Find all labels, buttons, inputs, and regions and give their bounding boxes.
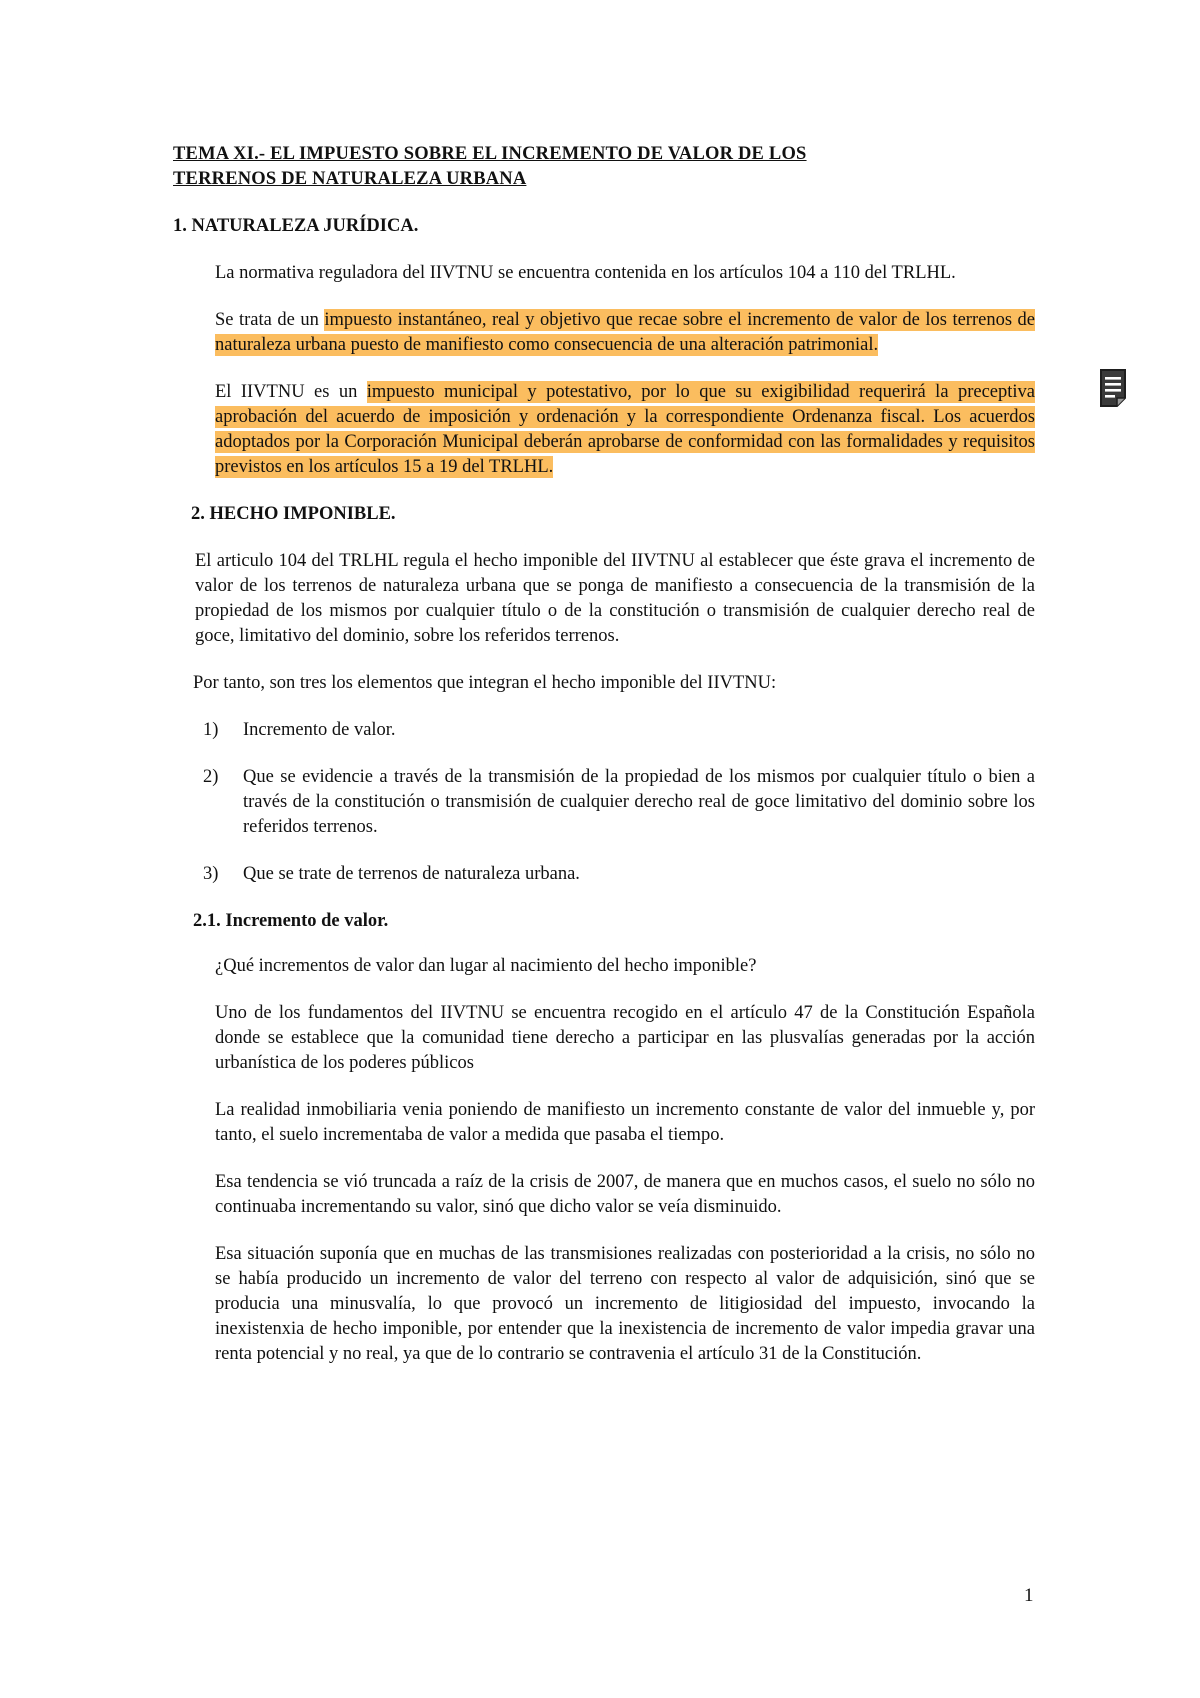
- paragraph-3-prefix: El IIVTNU es un: [215, 382, 367, 402]
- list-item-text: Que se trate de terrenos de naturaleza urbana.: [243, 864, 580, 884]
- document-icon[interactable]: [1098, 368, 1128, 408]
- section-1-heading: 1. NATURALEZA JURÍDICA.: [173, 216, 419, 236]
- document-title: [173, 142, 1035, 192]
- section-2-paragraph-1: El articulo 104 del TRLHL regula el hecho imponible del IIVTNU al establecer que éste grava el incremento de valor de los terrenos de naturaleza urbana que se ponga de manifiesto a consecuencia de la transmisión de la propiedad de los mismos por cualquier título o de la constitución o transmisión de cualquier derecho real de goce, limitativo del dominio, sobre los referidos terrenos.: [195, 551, 1035, 646]
- list-item-number: 2): [203, 767, 219, 787]
- section-2-1-question: ¿Qué incrementos de valor dan lugar al nacimiento del hecho imponible?: [215, 956, 757, 976]
- section-1-paragraph-2: [215, 308, 1035, 358]
- section-1-paragraph-3: [215, 380, 1035, 480]
- list-item: [203, 765, 1035, 840]
- highlighted-text: impuesto instantáneo, real y objetivo que recae sobre el incremento de valor de los terrenos de naturaleza urbana puesto de manifiesto como consecuencia de una alteración patrimonial.: [215, 310, 1035, 355]
- section-2-1-paragraph-2: La realidad inmobiliaria venia poniendo de manifiesto un incremento constante de valor del inmueble y, por tanto, el suelo incrementaba de valor a medida que pasaba el tiempo.: [215, 1100, 1035, 1145]
- list-item-number: 3): [203, 864, 219, 884]
- section-2-1-paragraph-4: Esa situación suponía que en muchas de las transmisiones realizadas con posterioridad a la crisis, no sólo no se había producido un incremento de valor del terreno con respecto al valor de adquisición, sinó que se producia una minusvalía, lo que provocó un incremento de litigiosidad del impuesto, invocando la inexistenxia de hecho imponible, por entender que la inexistencia de incremento de valor impedia gravar una renta potencial y no real, ya que de lo contrario se contravenia el artículo 31 de la Constitución.: [215, 1244, 1035, 1364]
- title-line-1: TEMA XI.- EL IMPUESTO SOBRE EL INCREMENTO DE VALOR DE LOS: [173, 144, 807, 164]
- document-body: [173, 142, 1035, 1389]
- section-1-paragraph-1: La normativa reguladora del IIVTNU se encuentra contenida en los artículos 104 a 110 del TRLHL.: [215, 263, 956, 283]
- document-icon-graphic: [1098, 368, 1128, 408]
- list-item-number: 1): [203, 720, 219, 740]
- paragraph-2-prefix: Se trata de un: [215, 310, 325, 330]
- list-item-text: Incremento de valor.: [243, 720, 396, 740]
- title-line-2: TERRENOS DE NATURALEZA URBANA: [173, 169, 527, 189]
- section-2-1-paragraph-1: Uno de los fundamentos del IIVTNU se encuentra recogido en el artículo 47 de la Constitución Española donde se establece que la comunidad tiene derecho a participar en las plusvalías generadas por la acción urbanística de los poderes públicos: [215, 1003, 1035, 1073]
- section-2-heading: 2. HECHO IMPONIBLE.: [191, 504, 396, 524]
- elements-list: [203, 718, 1035, 887]
- section-2-1-paragraph-3: Esa tendencia se vió truncada a raíz de la crisis de 2007, de manera que en muchos casos, el suelo no sólo no continuaba incrementando su valor, sinó que dicho valor se veía disminuido.: [215, 1172, 1035, 1217]
- page-number: 1: [1024, 1585, 1034, 1606]
- list-item: [203, 718, 1035, 743]
- highlighted-text: impuesto municipal y potestativo, por lo que su exigibilidad requerirá la preceptiva aprobación del acuerdo de imposición y ordenación y la correspondiente Ordenanza fiscal. Los acuerdos adoptados por la Corporación Municipal deberán aprobarse de conformidad con las formalidades y requisitos previstos en los artículos 15 a 19 del TRLHL.: [215, 382, 1035, 477]
- list-item: [203, 862, 1035, 887]
- section-2-paragraph-2: Por tanto, son tres los elementos que integran el hecho imponible del IIVTNU:: [193, 673, 777, 693]
- section-2-1-heading: 2.1. Incremento de valor.: [193, 911, 389, 931]
- list-item-text: Que se evidencie a través de la transmisión de la propiedad de los mismos por cualquier título o bien a través de la constitución o transmisión de cualquier derecho real de goce limitativo del dominio sobre los referidos terrenos.: [243, 767, 1035, 837]
